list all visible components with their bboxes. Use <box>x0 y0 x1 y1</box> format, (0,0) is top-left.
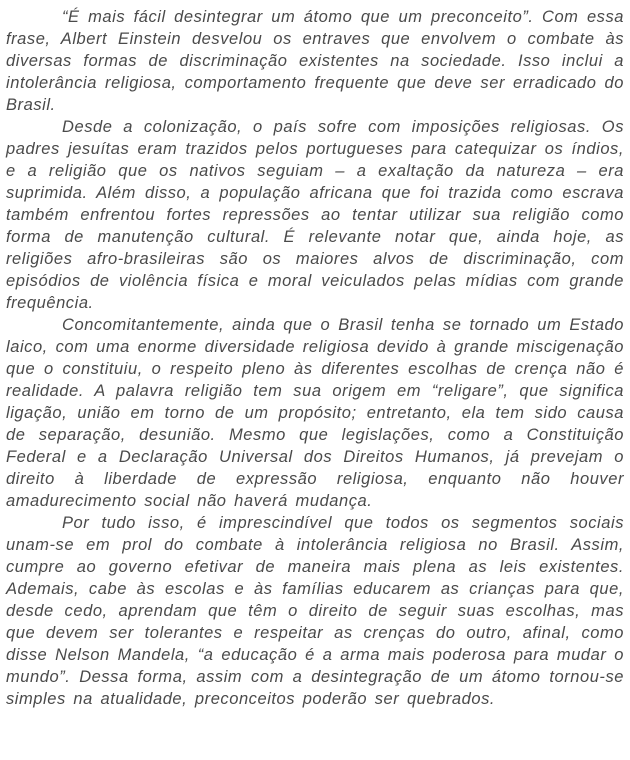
essay-paragraph-introduction: “É mais fácil desintegrar um átomo que um preconceito”. Com essa frase, Albert Einstein desvelou os entraves que envolvem o combate às diversas formas de discriminação existentes na sociedade. Isso inclui a intolerância religiosa, comportamento frequente que deve ser erradicado do Brasil. <box>6 8 624 114</box>
essay-paragraph-current-situation: Concomitantemente, ainda que o Brasil tenha se tornado um Estado laico, com uma enorme diversidade religiosa devido à grande miscigenação que o constituiu, o respeito pleno às diferentes escolhas de crença não é realidade. A palavra religião tem sua origem em “religare”, que significa ligação, união em torno de um propósito; entretanto, ela tem sido causa de separação, desunião. Mesmo que legislações, como a Constituição Federal e a Declaração Universal dos Direitos Humanos, já prevejam o direito à liberdade de expressão religiosa, enquanto não houver amadurecimento social não haverá mudança. <box>6 316 624 510</box>
essay-text-block <box>6 6 624 710</box>
essay-paragraph-conclusion: Por tudo isso, é imprescindível que todos os segmentos sociais unam-se em prol do combate à intolerância religiosa no Brasil. Assim, cumpre ao governo efetivar de maneira mais plena as leis existentes. Ademais, cabe às escolas e às famílias educarem as crianças para que, desde cedo, aprendam que têm o direito de seguir suas escolhas, mas que devem ser tolerantes e respeitar as crenças do outro, afinal, como disse Nelson Mandela, “a educação é a arma mais poderosa para mudar o mundo”. Dessa forma, assim com a desintegração de um átomo tornou-se simples na atualidade, preconceitos poderão ser quebrados. <box>6 514 624 708</box>
essay-paragraph-historical-context: Desde a colonização, o país sofre com imposições religiosas. Os padres jesuítas eram trazidos pelos portugueses para catequizar os índios, e a religião que os nativos seguiam – a exaltação da natureza – era suprimida. Além disso, a população africana que foi trazida como escrava também enfrentou fortes repressões ao tentar utilizar sua religião como forma de manutenção cultural. É relevante notar que, ainda hoje, as religiões afro-brasileiras são os maiores alvos de discriminação, com episódios de violência física e moral veiculados pelas mídias com grande frequência. <box>6 118 624 312</box>
